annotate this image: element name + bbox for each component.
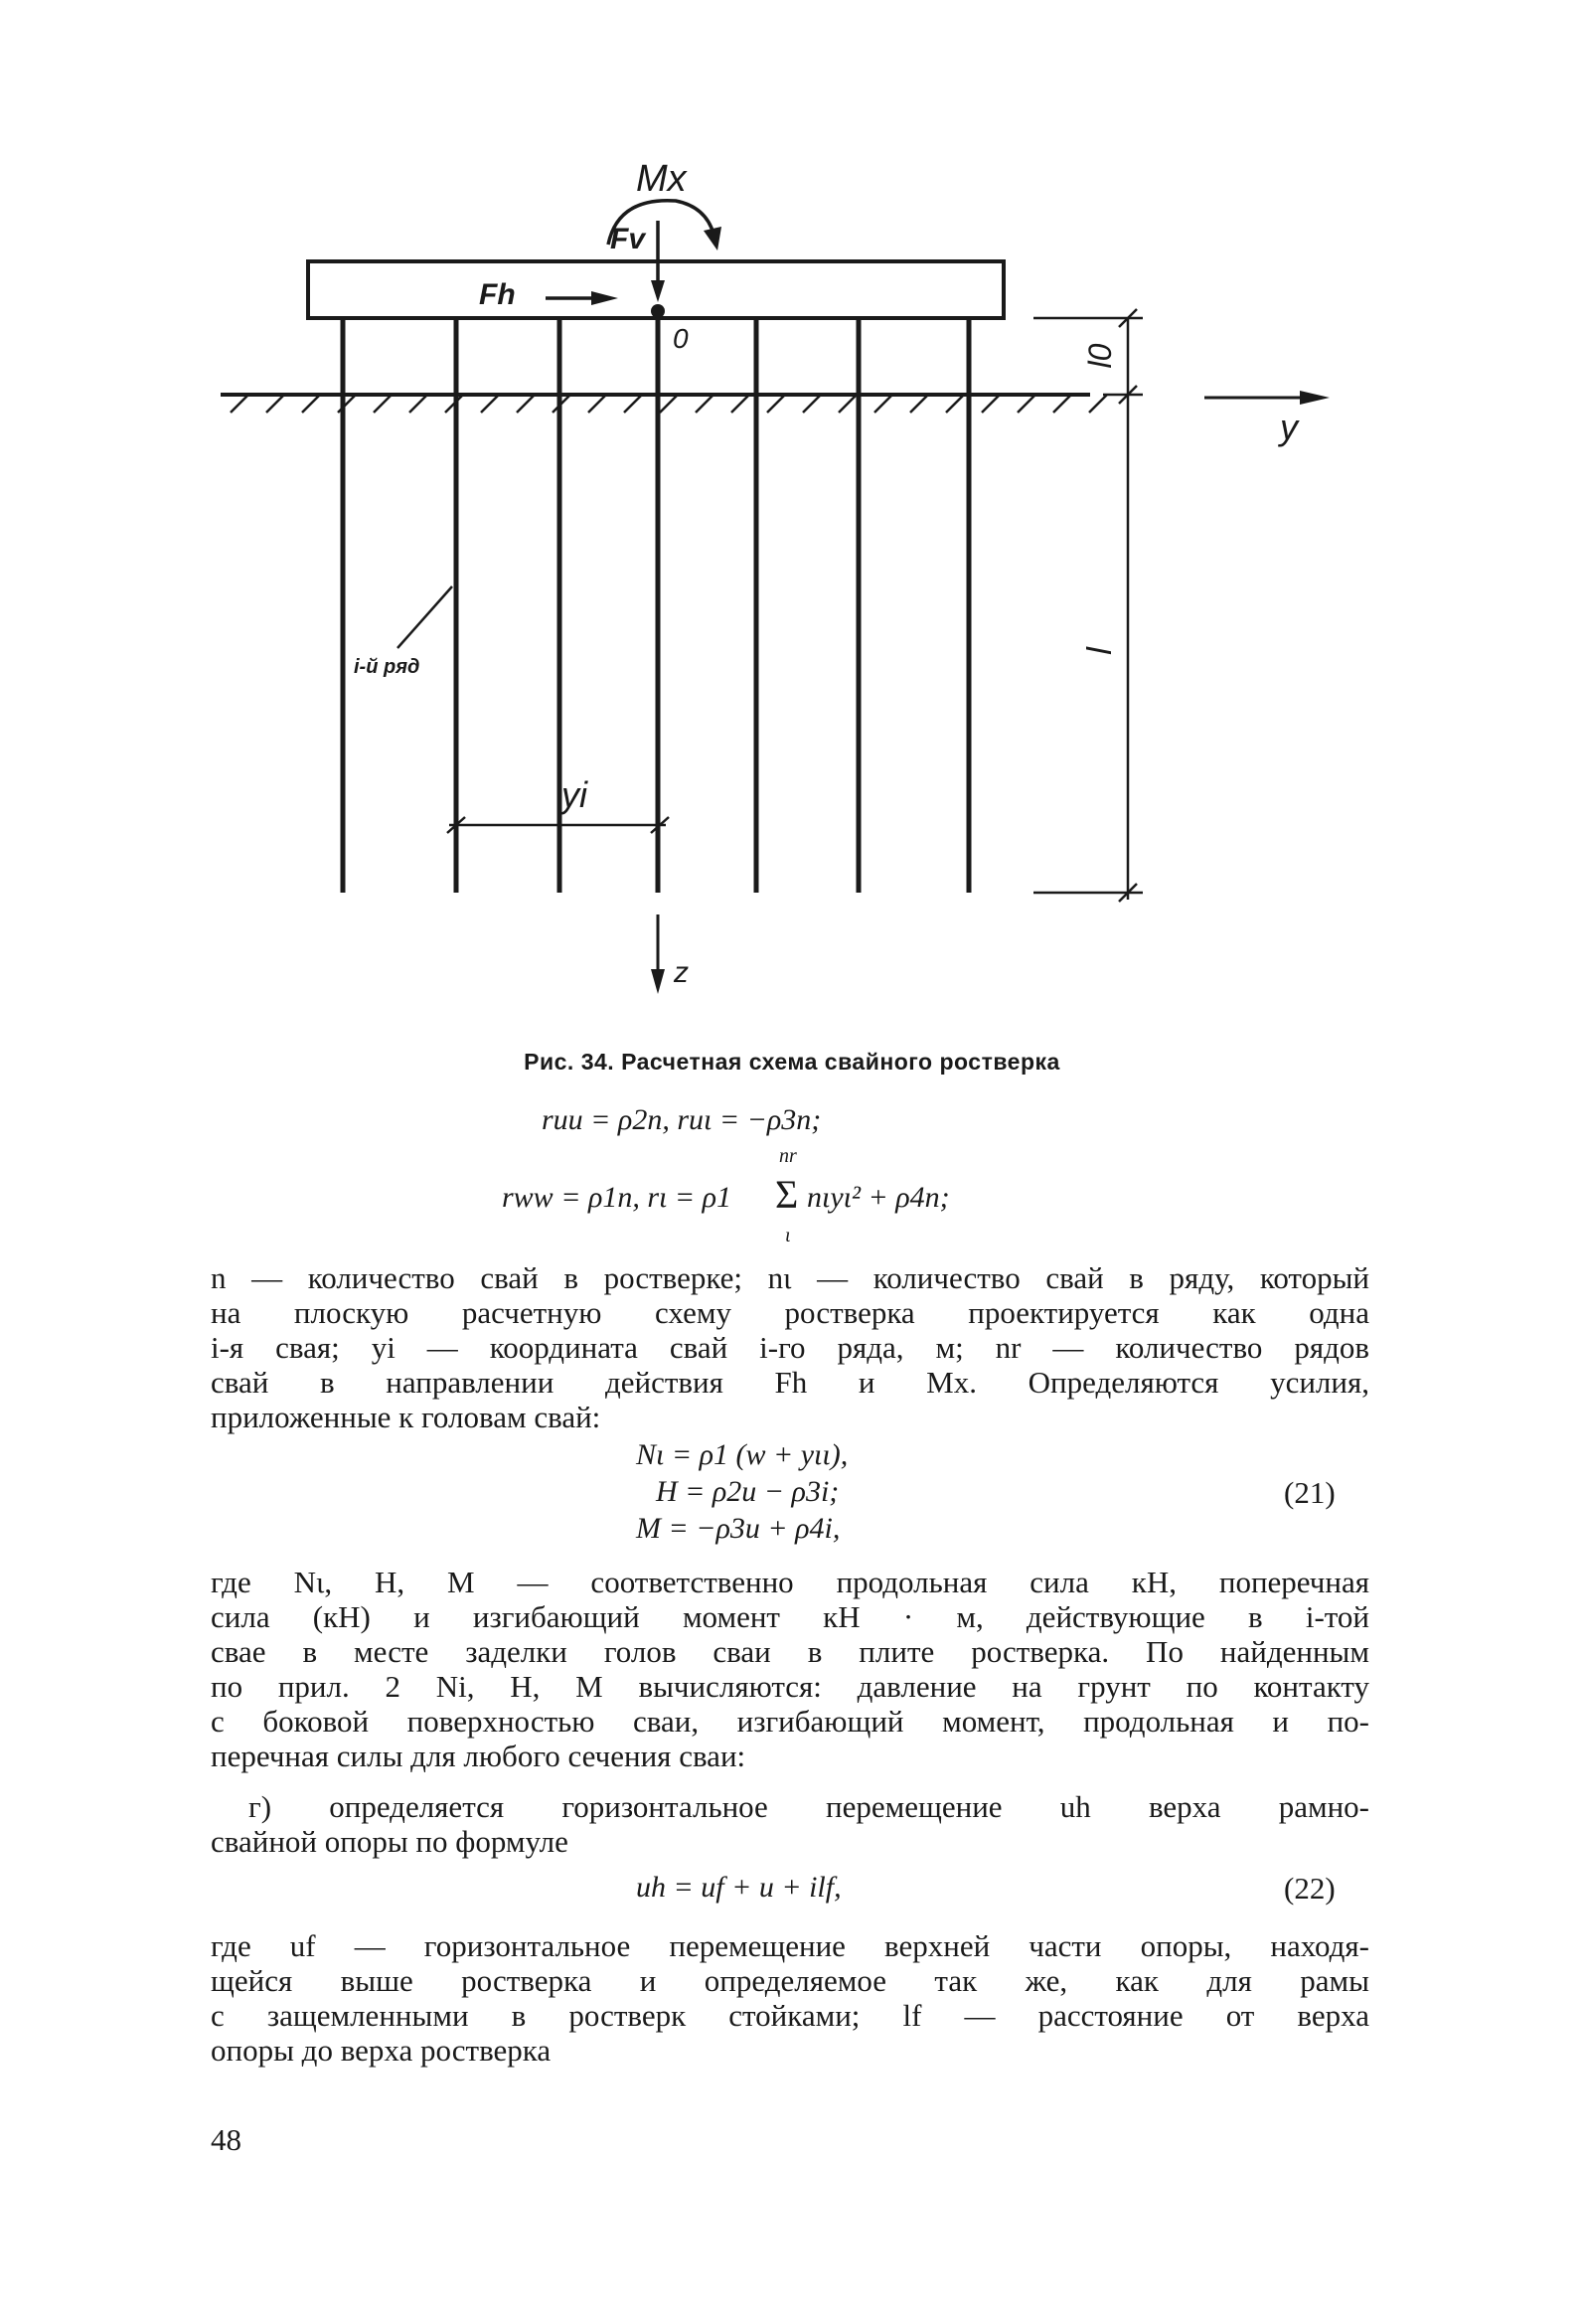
text-line: i-я свая; yi — координата свай i-го ряда, м; nr — количество рядов — [211, 1330, 1369, 1365]
ground-line — [221, 395, 1107, 413]
equation-21-line-1: Nι = ρ1 (w + yιι), — [636, 1438, 849, 1471]
text-line: на плоскую расчетную схему ростверка проектируется как одна — [211, 1295, 1369, 1330]
text-line: где Nι, H, M — соответственно продольная сила кН, поперечная — [211, 1565, 1369, 1599]
text-line: где uf — горизонтальное перемещение верхней части опоры, находя- — [211, 1928, 1369, 1963]
horizontal-force-arrow — [546, 291, 618, 305]
text-line: свае в месте заделки голов сваи в плите ростверка. По найденным — [211, 1634, 1369, 1669]
z-axis-arrow — [651, 914, 665, 994]
label-fv: Fv — [610, 223, 646, 255]
paragraph-forces — [211, 1565, 1369, 1773]
equation-line-2-left: rww = ρ1n, rι = ρ1 — [502, 1181, 731, 1214]
sum-symbol: Σ — [775, 1172, 799, 1217]
label-mx: Mx — [636, 158, 687, 200]
text-line: г) определяется горизонтальное перемещение uh верха рамно- — [248, 1789, 1369, 1824]
equation-22: uh = uf + u + ilf, — [636, 1871, 842, 1904]
equation-line-2-right: nιyι² + ρ4n; — [807, 1181, 950, 1214]
equation-22-number: (22) — [1284, 1871, 1336, 1906]
text-line: сила (кН) и изгибающий момент кН · м, действующие в i-той — [211, 1599, 1369, 1634]
label-yi: yi — [561, 774, 587, 815]
paragraph-step-g — [211, 1789, 1369, 1859]
row-leader — [397, 586, 452, 648]
sum-upper-limit: nr — [779, 1145, 797, 1167]
y-axis-arrow — [1204, 391, 1330, 405]
label-z-axis: z — [674, 956, 689, 989]
label-row: i-й ряд — [354, 656, 420, 678]
equation-line-1: ruu = ρ2n, ruι = −ρ3n; — [542, 1103, 822, 1136]
sum-lower-limit: ι — [785, 1225, 791, 1246]
text-line: с защемленными в ростверк стойками; lf — расстояние от верха — [211, 1998, 1369, 2033]
text-line: по прил. 2 Ni, H, M вычисляются: давление на грунт по контакту — [211, 1669, 1369, 1704]
label-origin: 0 — [673, 323, 689, 354]
text-line: n — количество свай в ростверке; nι — количество свай в ряду, который — [211, 1260, 1369, 1295]
text-line: свайной опоры по формуле — [211, 1824, 568, 1859]
text-line: перечная силы для любого сечения сваи: — [211, 1739, 746, 1773]
pile-grillage-diagram — [0, 0, 1584, 994]
text-line: щейся выше ростверка и определяемое так же, как для рамы — [211, 1963, 1369, 1998]
origin-point — [651, 304, 665, 318]
label-l: l — [1081, 647, 1119, 655]
label-y-axis: y — [1280, 407, 1298, 447]
label-l0: l0 — [1082, 343, 1118, 369]
text-line: с боковой поверхностью сваи, изгибающий момент, продольная и по- — [211, 1704, 1369, 1739]
text-line: свай в направлении действия Fh и Mx. Определяются усилия, — [211, 1365, 1369, 1400]
paragraph-definitions — [211, 1260, 1369, 1434]
equation-21-line-2: H = ρ2u − ρ3i; — [656, 1475, 840, 1508]
equation-21-line-3: M = −ρ3u + ρ4i, — [636, 1512, 841, 1545]
page-number: 48 — [211, 2122, 241, 2157]
dimension-lines — [1033, 309, 1143, 902]
equation-21-number: (21) — [1284, 1475, 1336, 1510]
text-line: приложенные к головам свай: — [211, 1400, 601, 1434]
paragraph-displacement — [211, 1928, 1369, 2068]
label-fh: Fh — [479, 278, 516, 311]
figure-caption: Рис. 34. Расчетная схема свайного ростверка — [524, 1049, 1060, 1075]
text-line: опоры до верха ростверка — [211, 2033, 552, 2068]
